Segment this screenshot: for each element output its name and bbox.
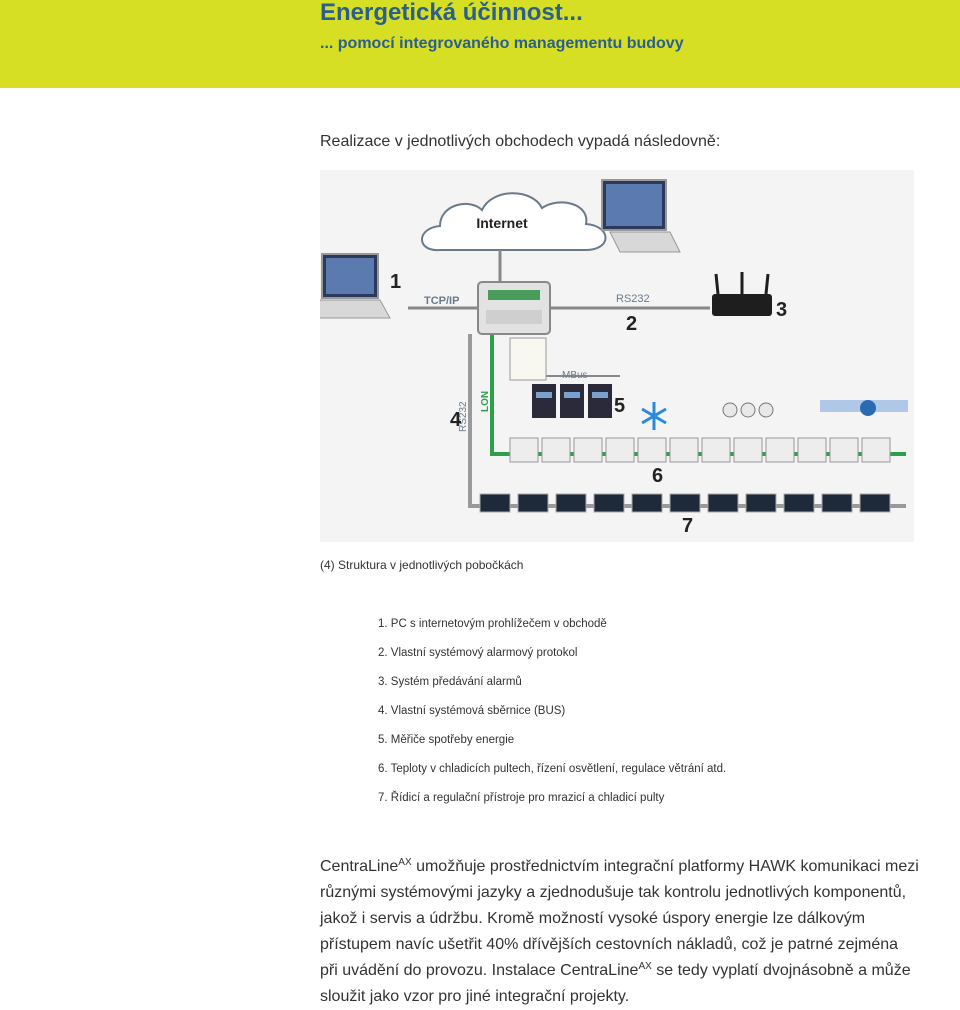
brand-name: CentraLine <box>320 858 399 875</box>
diagram-number-1: 1 <box>390 271 402 293</box>
brand-superscript-2: AX <box>638 961 652 972</box>
legend-item: 7. Řídicí a regulační přístroje pro mrazicí a chladicí pulty <box>378 792 665 804</box>
diagram-number-4: 4 <box>450 409 462 431</box>
page-subtitle: ... pomocí integrovaného managementu budovy <box>320 35 684 52</box>
network-diagram <box>320 170 914 542</box>
rs232-side-label: RS232 <box>458 401 469 432</box>
legend-item: 5. Měřiče spotřeby energie <box>378 734 515 746</box>
legend-item: 4. Vlastní systémová sběrnice (BUS) <box>378 705 566 717</box>
mbus-label: MBus <box>562 370 588 381</box>
legend-list <box>378 616 726 819</box>
tcpip-label: TCP/IP <box>424 295 460 307</box>
intro-text: Realizace v jednotlivých obchodech vypadá následovně: <box>320 133 721 150</box>
brand-name-2: CentraLine <box>560 962 639 979</box>
body-text-part2: se tedy vyplatí dvojnásobně a může sloužit jako vzor pro jiné integrační projekty. <box>320 962 911 1005</box>
header-banner <box>0 0 960 88</box>
legend-item: 6. Teploty v chladicích pultech, řízení osvětlení, regulace větrání atd. <box>378 763 727 775</box>
io-module-icon <box>510 338 546 380</box>
legend-item: 2. Vlastní systémový alarmový protokol <box>378 647 578 659</box>
controller-icon <box>478 282 550 334</box>
energy-meters-icon <box>532 384 612 418</box>
legend-item: 1. PC s internetovým prohlížečem v obchodě <box>378 618 607 630</box>
figure-caption: (4) Struktura v jednotlivých pobočkách <box>320 558 524 572</box>
brand-superscript: AX <box>398 857 412 868</box>
diagram-number-2: 2 <box>626 313 638 335</box>
legend-item: 3. Systém předávání alarmů <box>378 676 522 688</box>
cloud-label: Internet <box>476 215 528 231</box>
diagram-number-7: 7 <box>682 515 694 537</box>
row7-displays <box>480 494 890 512</box>
diagram-number-6: 6 <box>652 465 664 487</box>
diagram-number-3: 3 <box>776 299 788 321</box>
lamps-icon <box>723 403 773 417</box>
page-title: Energetická účinnost... <box>320 0 583 26</box>
diagram-number-5: 5 <box>614 395 626 417</box>
body-paragraph <box>320 854 920 1010</box>
lon-label: LON <box>480 390 491 412</box>
body-text-part1: umožňuje prostřednictvím integrační platformy HAWK komunikaci mezi různými systémovými jazyky a zjednodušuje tak kontrolu jednotlivých komponentů, jakož i servis a údržbu. Kromě možností vysoké úspory energie lze dálkovým přístupem navíc ušetřit 40% dřívějších cestovních nákladů, což je patrné zejména při uvádění do provozu. Instalace <box>320 858 919 979</box>
rs232-top-label: RS232 <box>616 293 650 305</box>
